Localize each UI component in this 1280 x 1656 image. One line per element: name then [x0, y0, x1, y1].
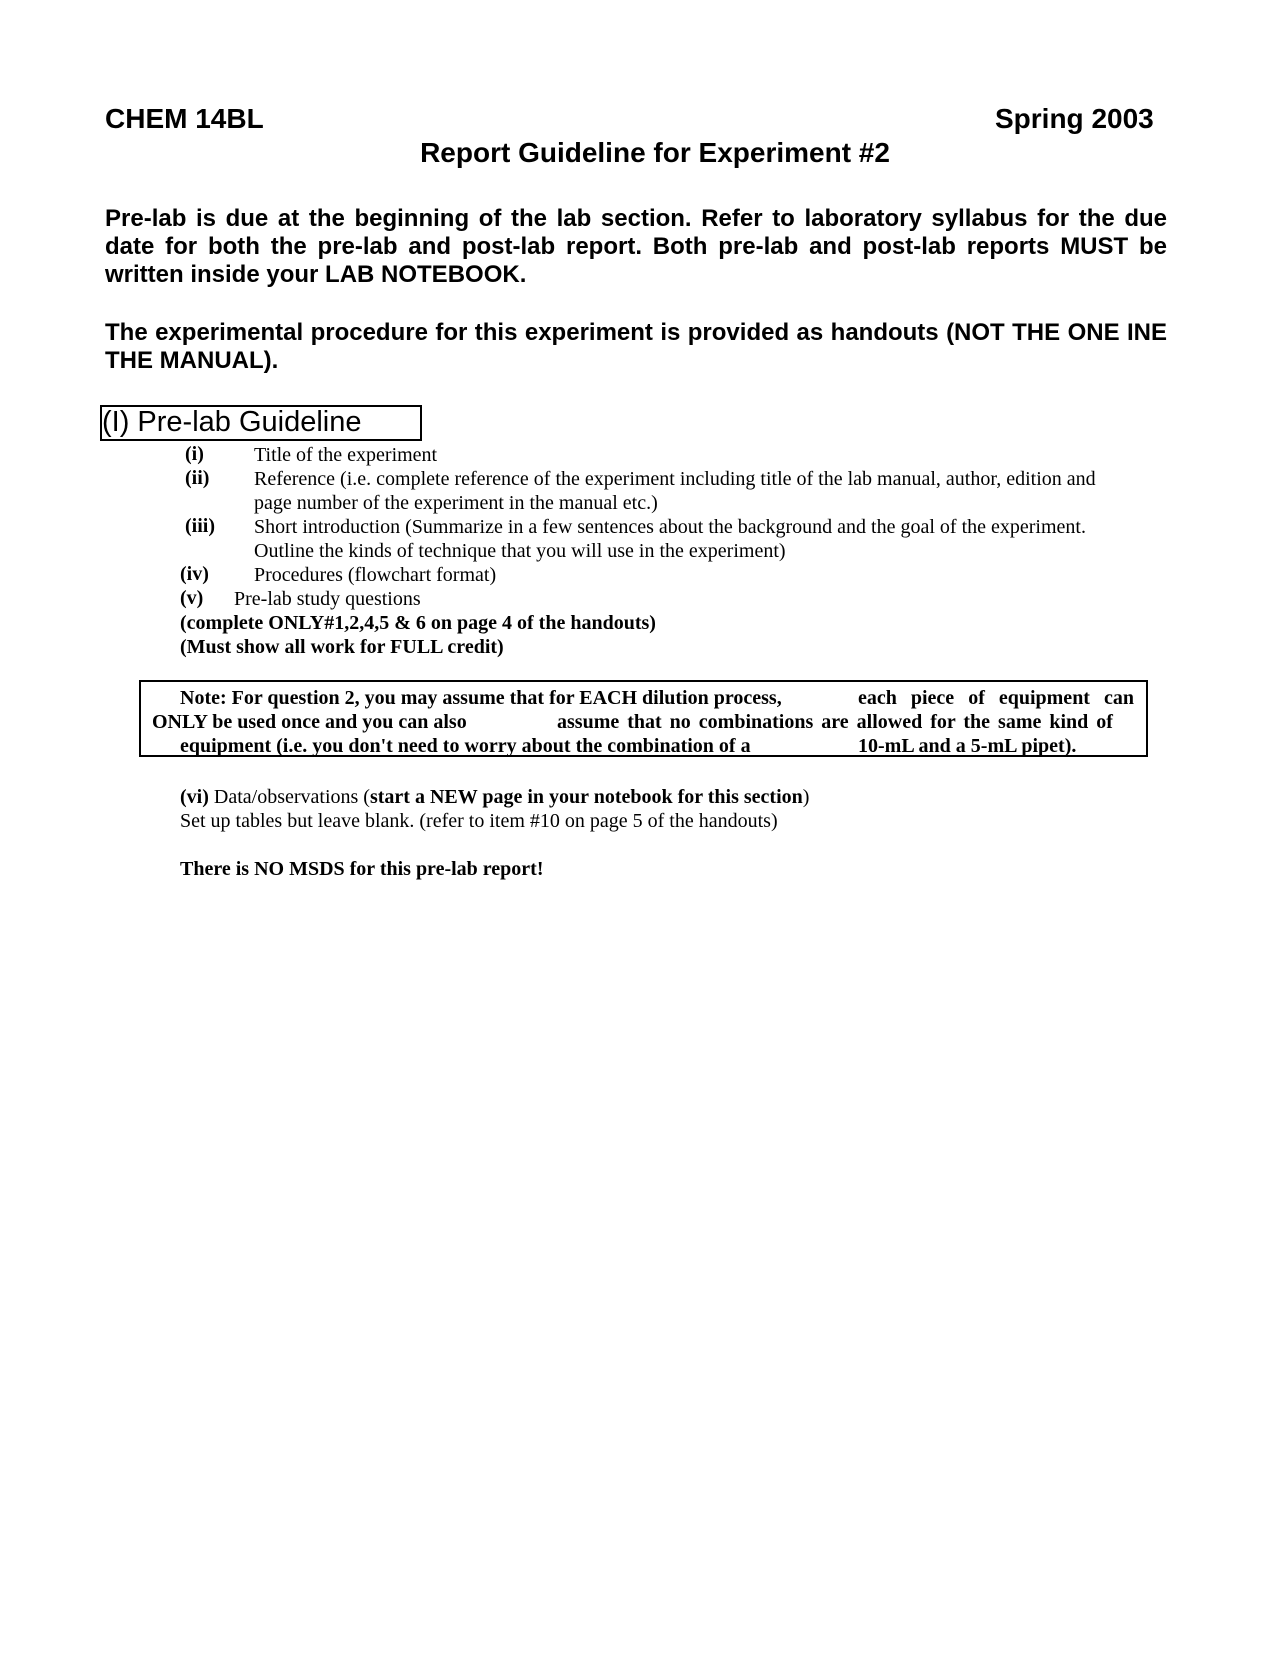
item-text: Short introduction (Summarize in a few sentences about the background and the goal of the experiment.: [254, 516, 1086, 538]
item-number: (ii): [185, 467, 210, 489]
tables-instruction: Set up tables but leave blank. (refer to item #10 on page 5 of the handouts): [180, 810, 778, 832]
item-number: (i): [185, 443, 204, 465]
note-line: each piece of equipment can: [858, 687, 1134, 709]
item-text: Pre-lab study questions: [234, 588, 421, 610]
msds-note: There is NO MSDS for this pre-lab report!: [180, 858, 544, 880]
data-observations-line: [180, 785, 809, 809]
item-text-continued: page number of the experiment in the manual etc.): [254, 492, 658, 514]
item-text: Procedures (flowchart format): [254, 564, 497, 586]
section-heading: (I) Pre-lab Guideline: [102, 406, 362, 438]
data-observations-instruction: start a NEW page in your notebook for this section: [369, 786, 803, 808]
item-number: (vi): [180, 786, 209, 808]
questions-work-note: (Must show all work for FULL credit): [180, 636, 504, 658]
item-number: (iii): [185, 515, 215, 537]
intro-paragraph-due: Pre-lab is due at the beginning of the lab section. Refer to laboratory syllabus for the due date for both the pre-lab and post-lab report. Both pre-lab and post-lab reports MUST be written inside your LAB NOTEBOOK.: [105, 205, 1167, 288]
data-observations-label: Data/observations (: [213, 786, 370, 808]
note-line: 10-mL and a 5-mL pipet).: [858, 735, 1077, 757]
data-observations-close: ): [802, 786, 810, 808]
page-title: Report Guideline for Experiment #2: [420, 137, 890, 168]
note-line: assume that no combinations are allowed for the same kind of: [557, 711, 1113, 733]
course-code: CHEM 14BL: [105, 103, 264, 134]
note-line: equipment (i.e. you don't need to worry about the combination of a: [180, 735, 751, 757]
intro-paragraph-procedure: The experimental procedure for this experiment is provided as handouts (NOT THE ONE INE THE MANUAL).: [105, 319, 1167, 374]
item-number: (iv): [180, 563, 209, 585]
item-text: Title of the experiment: [254, 444, 438, 466]
item-text-continued: Outline the kinds of technique that you will use in the experiment): [254, 540, 786, 562]
note-line: ONLY be used once and you can also: [152, 711, 467, 733]
note-line: Note: For question 2, you may assume that for EACH dilution process,: [180, 687, 782, 709]
item-text: Reference (i.e. complete reference of the experiment including title of the lab manual, author, edition and: [254, 468, 1096, 490]
item-number: (v): [180, 587, 204, 609]
questions-instruction: (complete ONLY#1,2,4,5 & 6 on page 4 of the handouts): [180, 612, 656, 634]
term: Spring 2003: [995, 103, 1154, 134]
